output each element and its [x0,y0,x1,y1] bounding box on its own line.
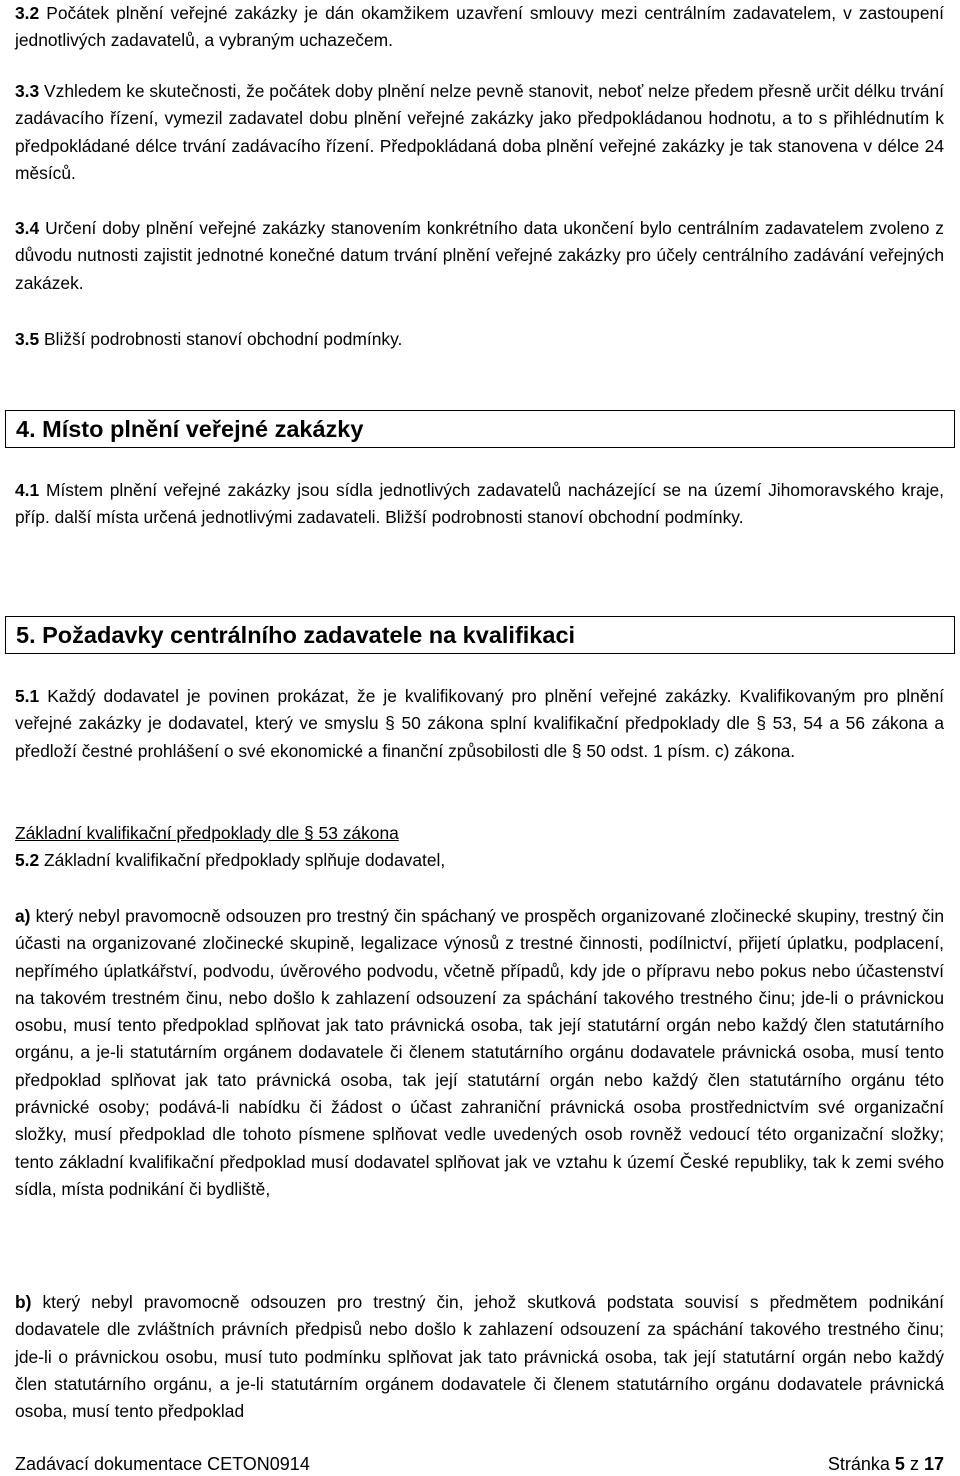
footer-document-name: Zadávací dokumentace CETON0914 [15,1454,310,1474]
paragraph-5-1 [15,683,944,765]
paragraph-number: 3.5 [15,329,40,349]
paragraph-5-2 [15,847,944,874]
footer-page-number [828,1452,944,1476]
paragraph-number: 4.1 [15,480,40,500]
footer-page-word: Stránka [827,1454,890,1474]
paragraph-text: Každý dodavatel je povinen prokázat, že je kvalifikovaný pro plnění veřejné zakázky. Kvalifikovaným pro plnění veřejné zakázky je dodavatel, který ve smyslu § 50 zákona splní kvalifikační předpoklady dle § 53, 54 a 56 zákona a předloží čestné prohlášení o své ekonomické a finanční způsobilosti dle § 50 odst. 1 písm. c) zákona. [15,686,944,761]
paragraph-text: Vzhledem ke skutečnosti, že počátek doby plnění nelze pevně stanovit, neboť nelze předem přesně určit délku trvání zadávacího řízení, vymezil zadavatel dobu plnění veřejné zakázky jako předpokládanou hodnotu, a to s přihlédnutím k předpokládané délce trvání zadávacího řízení. Předpokládaná doba plnění veřejné zakázky je tak stanovena v délce 24 měsíců. [15,81,944,183]
footer-of-word: z [909,1454,919,1474]
paragraph-a [15,903,944,1203]
paragraph-text: Místem plnění veřejné zakázky jsou sídla jednotlivých zadavatelů nacházející se na území Jihomoravského kraje, příp. další místa určená jednotlivými zadavateli. Bližší podrobnosti stanoví obchodní podmínky. [15,480,944,528]
paragraph-text: který nebyl pravomocně odsouzen pro trestný čin, jehož skutková podstata souvisí s předmětem podnikání dodavatele dle zvláštních právních předpisů nebo došlo k zahlazení odsouzení za spáchání takového trestného činu; jde-li o právnickou osobu, musí tuto podmínku splňovat jak tato právnická osoba, tak její statutární orgán nebo každý člen statutárního orgánu, a je-li statutárním orgánem dodavatele či členem statutárního orgánu dodavatele právnická osoba, musí tento předpoklad [15,1292,944,1422]
subheading-basic-qualification: Základní kvalifikační předpoklady dle § 53 zákona [15,823,399,843]
paragraph-number: 5.2 [15,850,40,870]
paragraph-text: Základní kvalifikační předpoklady splňuje dodavatel, [39,850,446,870]
paragraph-b [15,1289,944,1425]
paragraph-number: 3.4 [15,218,40,238]
footer-current-page: 5 [894,1454,905,1474]
paragraph-text: Bližší podrobnosti stanoví obchodní podmínky. [39,329,403,349]
section-4-heading: 4. Místo plnění veřejné zakázky [16,416,364,442]
paragraph-number: 3.2 [15,3,40,23]
section-5-heading-box [5,616,955,654]
paragraph-text: Počátek plnění veřejné zakázky je dán okamžikem uzavření smlouvy mezi centrálním zadavatelem, v zastoupení jednotlivých zadavatelů, a vybraným uchazečem. [15,3,944,51]
paragraph-3-3 [15,78,944,187]
paragraph-3-2 [15,0,944,55]
item-label: b) [15,1292,32,1312]
section-4-heading-box [5,410,955,448]
section-5-heading: 5. Požadavky centrálního zadavatele na kvalifikaci [16,622,576,648]
paragraph-number: 3.3 [15,81,40,101]
paragraph-4-1 [15,477,944,532]
paragraph-3-4 [15,215,944,297]
paragraph-3-5 [15,326,944,353]
footer-total-pages: 17 [923,1454,944,1474]
paragraph-number: 5.1 [15,686,40,706]
item-label: a) [15,906,31,926]
paragraph-text: který nebyl pravomocně odsouzen pro trestný čin spáchaný ve prospěch organizované zločinecké skupiny, trestný čin účasti na organizované zločinecké skupině, legalizace výnosů z trestné činnosti, podílnictví, přijetí úplatku, podplacení, nepřímého úplatkářství, podvodu, úvěrového podvodu, včetně případů, kdy jde o přípravu nebo pokus nebo účastenství na takovém trestném činu, nebo došlo k zahlazení odsouzení za spáchání takového trestného činu; jde-li o právnickou osobu, musí tento předpoklad splňovat jak tato právnická osoba, tak její statutární orgán nebo každý člen statutárního orgánu, a je-li statutárním orgánem dodavatele či členem statutárního orgánu dodavatele právnická osoba, musí tento předpoklad splňovat jak tato právnická osoba, tak její statutární orgán nebo každý člen statutárního orgánu této právnické osoby; podává-li nabídku či žádost o účast zahraniční právnická osoba prostřednictvím své organizační složky, musí předpoklad dle tohoto písmene splňovat vedle uvedených osob rovněž vedoucí této organizační složky; tento základní kvalifikační předpoklad musí dodavatel splňovat jak ve vztahu k území České republiky, tak k zemi svého sídla, místa podnikání či bydliště, [15,906,944,1199]
paragraph-text: Určení doby plnění veřejné zakázky stanovením konkrétního data ukončení bylo centrálním zadavatelem zvoleno z důvodu nutnosti zajistit jednotné konečné datum trvání plnění veřejné zakázky pro účely centrálního zadávání veřejných zakázek. [15,218,944,293]
